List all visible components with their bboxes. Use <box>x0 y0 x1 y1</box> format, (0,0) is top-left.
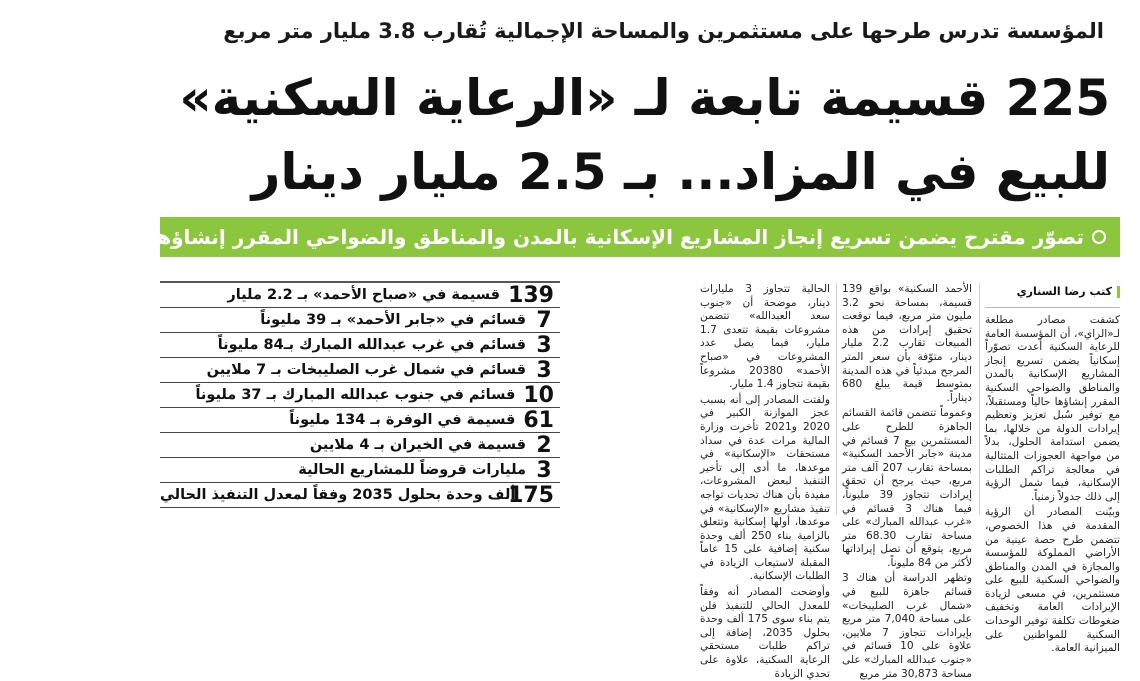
fact-number: 139 <box>508 282 554 308</box>
fact-label: قسائم في «جابر الأحمد» بـ 39 مليوناً <box>260 312 526 328</box>
article-column-3 <box>700 283 831 680</box>
fact-row <box>160 383 560 408</box>
fact-label: قسائم في غرب عبدالله المبارك بـ84 مليوناً <box>217 337 526 353</box>
fact-number: 3 <box>536 357 552 383</box>
factbox <box>160 281 560 515</box>
paragraph: وعموماً تتضمن قائمة القسائم الجاهزة للطرح على المستثمرين بيع 7 قسائم في مدينة «جابر الأحمد السكنية» بمساحة تقارب 207 آلف متر مربع، حيث يرجح أن تحقق إيرادات تتجاوز 39 مليوناً، فيما هناك 3 قسائم في «غرب عبدالله المبارك» على مساحة تقارب 68.30 متر مربع، يتوقع أن تصل إيراداتها لأكثر من 84 مليوناً. <box>842 407 973 569</box>
paragraph: الحالية تتجاوز 3 مليارات دينار، موضحة أن «جنوب سعد العبدالله» تتضمن مشروعات بقيمة تتعدى 1.7 مليار، فيما يصل عدد المشروعات في «صباح الأحمد» 20380 مشروعاً بقيمة تتجاوز 1.4 مليار. <box>700 283 830 391</box>
fact-number: 2 <box>536 432 552 458</box>
fact-number: 61 <box>523 407 554 433</box>
byline-accent <box>1117 286 1120 298</box>
fact-number: 7 <box>536 307 552 333</box>
column-divider <box>979 283 980 515</box>
column-divider <box>836 283 837 515</box>
paragraph: وأوضحت المصادر أنه وفقاً للمعدل الحالي للتنفيذ فلن يتم بناء سوى 175 ألف وحدة بحلول 2035، إضافة إلى تراكم طلبات مستحقي الرعاية السكنية، علاوة على تحدي الزيادة <box>700 586 830 680</box>
byline-text: كتب رضا السناري <box>1016 285 1112 298</box>
fact-number: 3 <box>536 457 552 483</box>
fact-number: 175 <box>508 482 554 508</box>
fact-label: قسائم في جنوب عبدالله المبارك بـ 37 مليوناً <box>195 387 516 403</box>
paragraph: وبيّنت المصادر أن الرؤية المقدمة في هذا الخصوص، تتضمن طرح حصة عينية من الأراضي المملوكة للمؤسسة والمجازة في المدن والمناطق والضواحي السكنية للبيع على مستثمرين، في مسعى لزيادة الإيرادات العامة وتخفيف ضغوطات تكلفة توفير الوحدات السكنية للمواطنين على الميزانية العامة. <box>985 506 1120 655</box>
fact-row <box>160 308 560 333</box>
fact-row <box>160 358 560 383</box>
circle-bullet-icon <box>1092 230 1106 244</box>
fact-label: قسيمة في «صباح الأحمد» بـ 2.2 مليار <box>227 287 501 303</box>
fact-row <box>160 483 560 508</box>
paragraph: ولفتت المصادر إلى أنه بسبب عجز الموازنة الكبير في 2020 و2021 تأخرت وزارة المالية مرات عدة في سداد مستحقات «الإسكانية» في موعدها، ما أدى إلى تأخير التنفيذ لبعض المشروعات، مفيدة بأن هناك تحديات تواجه تنفيذ مشاريع «الإسكانية» في موعدها، أولها إسكانية وتتعلق بالزامية بناء 250 ألف وحدة سكنية إضافية على 15 عاماً المقبلة لاستيعاب الزيادة في الطلبات الإسكانية. <box>700 393 831 583</box>
fact-row <box>160 333 560 358</box>
fact-label: ألف وحدة بحلول 2035 وفقاً لمعدل التنفيذ الحالي <box>160 487 516 503</box>
headline-line-2: للبيع في المزاد... بـ 2.5 مليار دينار <box>251 143 1110 201</box>
fact-label: قسيمة في الخيران بـ 4 ملايين <box>309 437 526 453</box>
headline-kicker: المؤسسة تدرس طرحها على مستثمرين والمساحة الإجمالية تُقارب 3.8 مليار متر مربع <box>223 19 1104 43</box>
subhead-bar <box>0 217 1120 257</box>
article-column-1 <box>985 283 1120 655</box>
paragraph: كشفت مصادر مطلعة لـ«الراي»، أن المؤسسة العامة للرعاية السكنية أعدت تصوّراً إسكانياً يضمن تسريع إنجاز المشاريع الإسكانية بالمدن والمناطق والضواحي السكنية المقرر إنشاؤها حالياً ومستقبلاً، مع توفير سُبل تعزيز وتعظيم إيرادات الدولة من خلالها، بما يضمن استدامة الحلول، بدلاً من مواجهة العجوزات المتتالية في معالجة تراكم الطلبات الإسكانية، فيما شمل الرؤية إلى ذلك جدولاً زمنياً. <box>985 314 1120 503</box>
fact-row <box>160 408 560 433</box>
fact-number: 3 <box>536 332 552 358</box>
fact-row <box>160 283 560 308</box>
byline <box>985 283 1120 301</box>
fact-number: 10 <box>523 382 554 408</box>
fact-label: قسيمة في الوفرة بـ 134 مليوناً <box>289 412 516 428</box>
subhead-text: تصوّر مقترح يضمن تسريع إنجاز المشاريع الإسكانية بالمدن والمناطق والضواحي المقرر إنشاؤها حالياً ومستقبلاً <box>0 225 1084 249</box>
fact-label: قسائم في شمال غرب الصليبخات بـ 7 ملايين <box>206 362 526 378</box>
fact-row <box>160 433 560 458</box>
byline-rule <box>985 307 1120 308</box>
paragraph: الأحمد السكنية» بواقع 139 قسيمة، بمساحة نحو 3.2 مليون متر مربع، فيما توقعت تحقيق إيرادات من هذه المبيعات تقارب 2.2 مليار دينار، متوّفة بأن سعر المتر المرجح مبدئياً في هذه المدينة بمتوسط قيمة يبلغ 680 ديناراً. <box>842 283 972 404</box>
fact-row <box>160 458 560 483</box>
paragraph: وتظهر الدراسة أن هناك 3 قسائم جاهزة للبيع في «شمال غرب الصليبخات» على مساحة 7,040 متر مربع بإيرادات تتجاوز 7 ملايين، علاوة على 10 قسائم في «جنوب عبدالله المبارك» على مساحة 30,873 متر مربع <box>842 572 972 680</box>
fact-label: مليارات قروضاً للمشاريع الحالية <box>298 462 526 478</box>
headline-line-1: 225 قسيمة تابعة لـ «الرعاية السكنية» <box>179 69 1110 127</box>
article-column-2 <box>842 283 973 680</box>
